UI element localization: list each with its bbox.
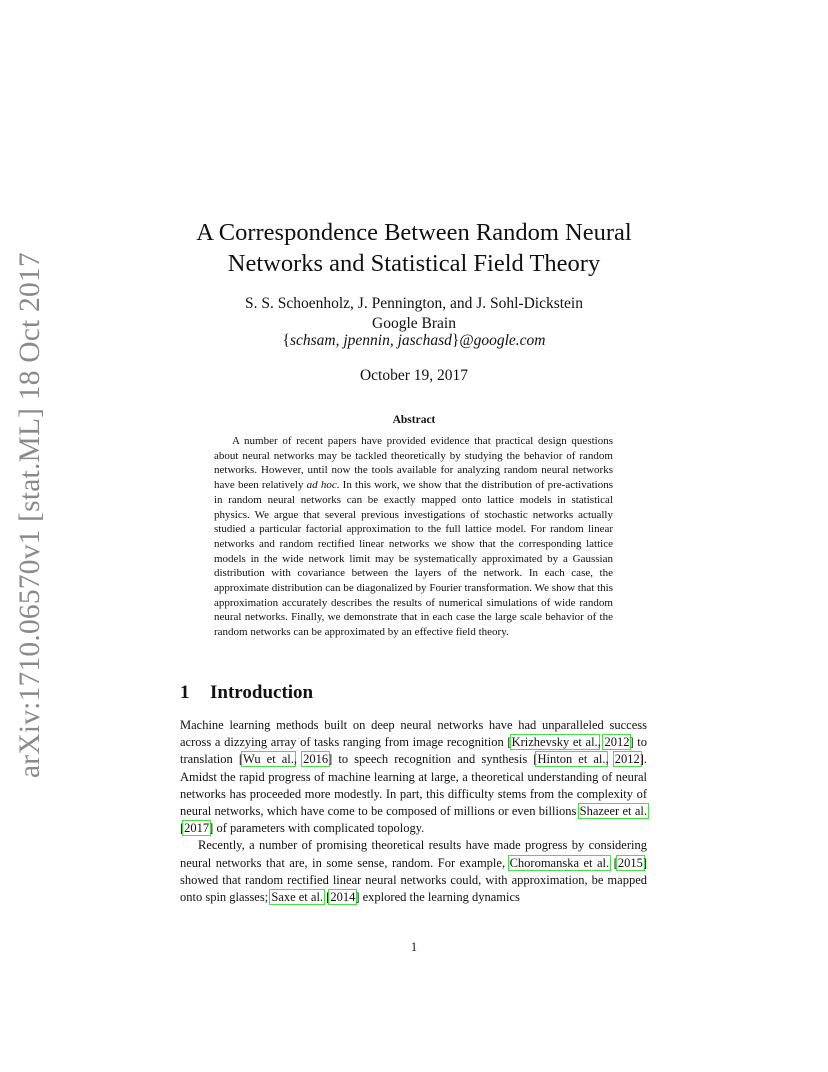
text-span: [ — [180, 821, 185, 836]
brace-open: { — [282, 332, 290, 349]
affiliation: Google Brain — [372, 315, 456, 332]
section-number: 1 — [180, 682, 190, 703]
paper-title — [0, 217, 828, 279]
text-span: ] to translation [ — [180, 735, 648, 767]
citation-link[interactable]: Krizhevsky et al. — [511, 735, 598, 750]
citation-link[interactable]: 2016 — [303, 752, 329, 767]
email-names: schsam, jpennin, jaschasd — [289, 332, 452, 349]
citation-link[interactable]: 2017 — [184, 821, 210, 836]
paper-date: October 19, 2017 — [359, 367, 469, 384]
citation-link[interactable]: 2012 — [604, 735, 630, 750]
abstract-italic: ad hoc — [306, 479, 337, 492]
paragraph-2 — [180, 837, 647, 906]
citation-link[interactable]: Wu et al. — [243, 752, 294, 767]
page-number: 1 — [410, 940, 418, 954]
text-span: ] of parameters with complicated topology. — [209, 821, 425, 836]
text-span: ] to speech recognition and synthesis [ — [328, 752, 538, 767]
abstract-heading: Abstract — [392, 414, 436, 426]
abstract-part-2: . In this work, we show that the distribution of pre-activations in random neural networks can be exactly mapped onto lattice models in statistical physics. We argue that several previous investigations of stochastic networks actually studied a particular factorial approximation to the full lattice model. For random linear networks and random rectified linear networks we show that the corresponding lattice models in the wide network limit may be systematically approximated by a Gaussian distribution with covariance between the layers of the network. In each case, the approximate distribution can be diagonalized by Fourier transformation. We show that this approximation accurately describes the results of numerical simulations of wide random neural networks. Finally, we demonstrate that in each case the large scale behavior of the random networks can be approximated by an effective field theory. — [214, 479, 613, 639]
abstract-part-1: A number of recent papers have provided evidence that practical design questions about neural networks may be tackled theoretically by studying the behavior of random networks. However, until now the tools available for analyzing random neural networks have been relatively — [214, 435, 613, 492]
citation-link[interactable]: 2015 — [617, 855, 643, 870]
text-span: , — [293, 752, 304, 767]
email-domain: @google.com — [459, 332, 546, 349]
title-line-1: A Correspondence Between Random Neural — [196, 219, 632, 246]
text-span: Machine learning methods built on deep neural networks have had unparalleled success across a dizzying array of tasks ranging from image recognition [ — [180, 718, 647, 750]
citation-link[interactable]: Shazeer et al. — [579, 804, 647, 819]
authors: S. S. Schoenholz, J. Pennington, and J. Sohl-Dickstein — [245, 295, 583, 312]
author-emails — [0, 330, 828, 351]
title-line-2: Networks and Statistical Field Theory — [227, 250, 601, 277]
citation-link[interactable]: Saxe et al. — [271, 890, 324, 905]
text-span: ] showed that random rectified linear neural networks could, with approximation, be mapped onto spin glasses; — [180, 855, 647, 905]
citation-link[interactable]: 2012 — [614, 752, 640, 767]
text-span: ]. Amidst the rapid progress of machine learning at large, a theoretical understanding of neural networks has proceeded more modestly. In part, this difficulty stems from the complexity of neural networks, which have come to be composed of millions or even billions — [180, 752, 648, 819]
citation-link[interactable]: Hinton et al. — [537, 752, 606, 767]
text-span: ] explored the learning dynamics — [355, 890, 520, 905]
text-span: Recently, a number of promising theoretical results have made progress by considering neural networks that are, in some sense, random. For example, — [180, 838, 647, 870]
text-span: , — [597, 735, 605, 750]
brace-close: } — [451, 332, 460, 349]
citation-link[interactable]: Choromanska et al. — [509, 855, 610, 870]
paragraph-1 — [180, 717, 647, 837]
section-title: Introduction — [210, 682, 314, 703]
text-span: [ — [609, 855, 618, 870]
citation-link[interactable]: 2014 — [330, 890, 356, 905]
abstract-text — [214, 434, 613, 640]
text-span: [ — [323, 890, 331, 905]
arxiv-identifier: arXiv:1710.06570v1 [stat.ML] 18 Oct 2017 — [14, 252, 46, 778]
body-text — [180, 717, 647, 906]
text-span: , — [605, 752, 615, 767]
section-heading — [180, 682, 313, 704]
